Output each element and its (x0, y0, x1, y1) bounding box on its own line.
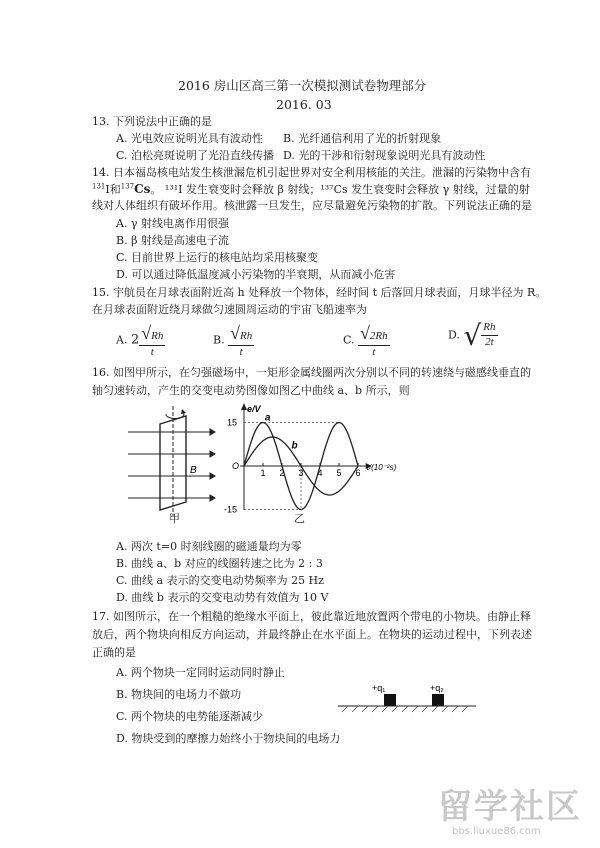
series-b-label: b (291, 440, 298, 452)
q15-d-label: D. (448, 328, 460, 342)
q16-line1: 16. 如图甲所示，在匀强磁场中，一矩形金属线圈两次分别以不同的转速绕与磁感线垂直的 (92, 366, 531, 379)
x-tick-label: 5 (336, 468, 342, 478)
x-tick-label: 2 (279, 468, 285, 478)
q15-option-d: D. √ $\frac{Rh}{2t}$ (448, 319, 496, 352)
x-tick-label: 4 (317, 468, 323, 478)
q14-cesium-symbol: Cs (134, 182, 151, 196)
page-title: 2016 房山区高三第一次模拟测试卷物理部分 (178, 78, 427, 93)
q14-line1: 14. 日本福岛核电站发生核泄漏危机引起世界对安全利用核能的关注。泄漏的污染物中含有 (92, 166, 531, 179)
q17-line3: 正确的是 (92, 646, 136, 659)
charged-blocks-figure (338, 682, 476, 716)
x-axis-label: t/(10⁻²s) (366, 463, 397, 472)
field-arrow (210, 495, 215, 501)
q15-c-num: 2Rh (369, 330, 388, 342)
q15-line1: 15. 宇航员在月球表面附近高 h 处释放一个物体，经时间 t 后落回月球表面，月球半径为 R。 (92, 286, 547, 299)
q15-option-a (116, 322, 165, 359)
q15-a-num: Rh (151, 330, 164, 342)
q14-iodine-mass: 131 (92, 182, 106, 191)
x-tick-label: 6 (355, 468, 361, 478)
q15-c-fraction: $\frac{√2Rh}{t}$ (360, 323, 388, 358)
q15-b-num: Rh (239, 330, 253, 342)
q13-stem: 13. 下列说法中正确的是 (92, 115, 212, 128)
q15-option-b (213, 322, 254, 359)
y-tick-label-top: 15 (227, 417, 238, 428)
q16-option-b: B. 曲线 a、b 对应的线圈转速之比为 2 : 3 (116, 557, 323, 570)
q2-label: +q₂ (430, 683, 444, 693)
q15-a-den: t (150, 345, 154, 358)
q13-option-d: D. 光的干涉和衍射现象说明光具有波动性 (283, 149, 486, 162)
series-a-label: a (264, 412, 271, 424)
q13-option-b: B. 光纤通信利用了光的折射现象 (283, 132, 442, 145)
origin-label: O (232, 461, 240, 471)
q15-c-label: C. (343, 333, 355, 347)
q17-line2: 放后，两个物块向相反方向运动，并最终静止在水平面上。在物块的运动过程中，下列表述 (92, 628, 532, 641)
emf-time-chart (222, 400, 397, 522)
q15-a-fraction: $\frac{√Rh}{t}$ (141, 323, 164, 358)
q14-option-a: A. γ 射线电离作用很强 (116, 217, 230, 230)
q13-option-c: C. 泊松亮斑说明了光沿直线传播 (116, 149, 275, 162)
rotation-arrow-head (181, 409, 186, 414)
q17-line1: 17. 如图所示，在一个粗糙的绝缘水平面上，彼此靠近地放置两个带电的小物块。由静止释 (92, 610, 531, 623)
ground-hatching (342, 706, 468, 712)
q17-option-d: D. 物块受到的摩擦力始终小于物块间的电场力 (116, 732, 341, 745)
block-q2 (432, 694, 444, 706)
block-q1 (384, 694, 396, 706)
figure-jia-label: 甲 (169, 512, 180, 525)
watermark-url: bbs.liuxue86.com (452, 826, 541, 837)
q14-and: 和 (109, 183, 121, 196)
q14-line2-rest: 。 ¹³¹I 发生衰变时会释放 β 射线；¹³⁷Cs 发生衰变时会释放 γ 射线，过量的射 (150, 183, 530, 196)
q14-iodine-symbol: I (105, 183, 110, 196)
q17-option-c: C. 两个物块的电势能逐渐减少 (116, 710, 264, 723)
q17-option-a: A. 两个物块一定同时运动同时静止 (116, 666, 285, 679)
q16-line2: 轴匀速转动，产生的交变电动势图像如图乙中曲线 a、b 所示，则 (92, 384, 410, 397)
q15-b-fraction: $\frac{√Rh}{t}$ (230, 323, 253, 358)
q15-line2: 在月球表面附近绕月球做匀速圆周运动的宇宙飞船速率为 (92, 303, 367, 316)
x-tick-label: 1 (260, 468, 266, 478)
field-arrow (210, 473, 215, 479)
figure-yi-label: 乙 (294, 512, 305, 525)
y-tick-label-bottom: -15 (224, 504, 238, 515)
q15-option-c (343, 322, 390, 359)
q14-option-b: B. β 射线是高速电子流 (116, 234, 229, 247)
watermark-logo: 留学社区 (438, 787, 582, 827)
q14-option-d: D. 可以通过降低温度减小污染物的半衰期，从而减小危害 (116, 268, 396, 281)
q14-option-c: C. 目前世界上运行的核电站均采用核聚变 (116, 251, 319, 264)
field-b-label: B (190, 465, 197, 476)
y-axis-label: e/V (247, 404, 261, 414)
q13-option-a: A. 光电效应说明光具有波动性 (116, 132, 263, 145)
q15-a-label: A. (116, 333, 128, 347)
q1-label: +q₁ (372, 683, 386, 693)
q15-d-num: Rh (481, 321, 497, 336)
q14-line2 (92, 182, 530, 197)
q14-cesium-mass: 137 (120, 182, 135, 191)
field-arrow (210, 429, 215, 435)
q14-line3: 线对人体组织有破坏作用。核泄露一旦发生，应尽量避免污染物的扩散。下列说法正确的是 (92, 199, 532, 212)
q15-b-label: B. (213, 333, 225, 347)
q16-option-d: D. 曲线 b 表示的交变电动势有效值为 10 V (116, 591, 329, 604)
field-arrow (210, 451, 215, 457)
q16-option-a: A. 两次 t=0 时刻线圈的磁通量均为零 (116, 540, 302, 553)
x-tick-label: 3 (298, 468, 304, 478)
q15-a-coef: 2 (130, 332, 140, 348)
q16-option-c: C. 曲线 a 表示的交变电动势频率为 25 Hz (116, 574, 324, 587)
coil-in-field-figure (126, 404, 216, 524)
q15-c-den: t (372, 345, 376, 358)
page-date: 2016. 03 (276, 97, 332, 112)
q15-b-den: t (239, 345, 243, 358)
q15-d-den: 2t (485, 336, 494, 348)
q17-option-b: B. 物块间的电场力不做功 (116, 688, 242, 701)
q15-d-fraction (481, 321, 497, 350)
